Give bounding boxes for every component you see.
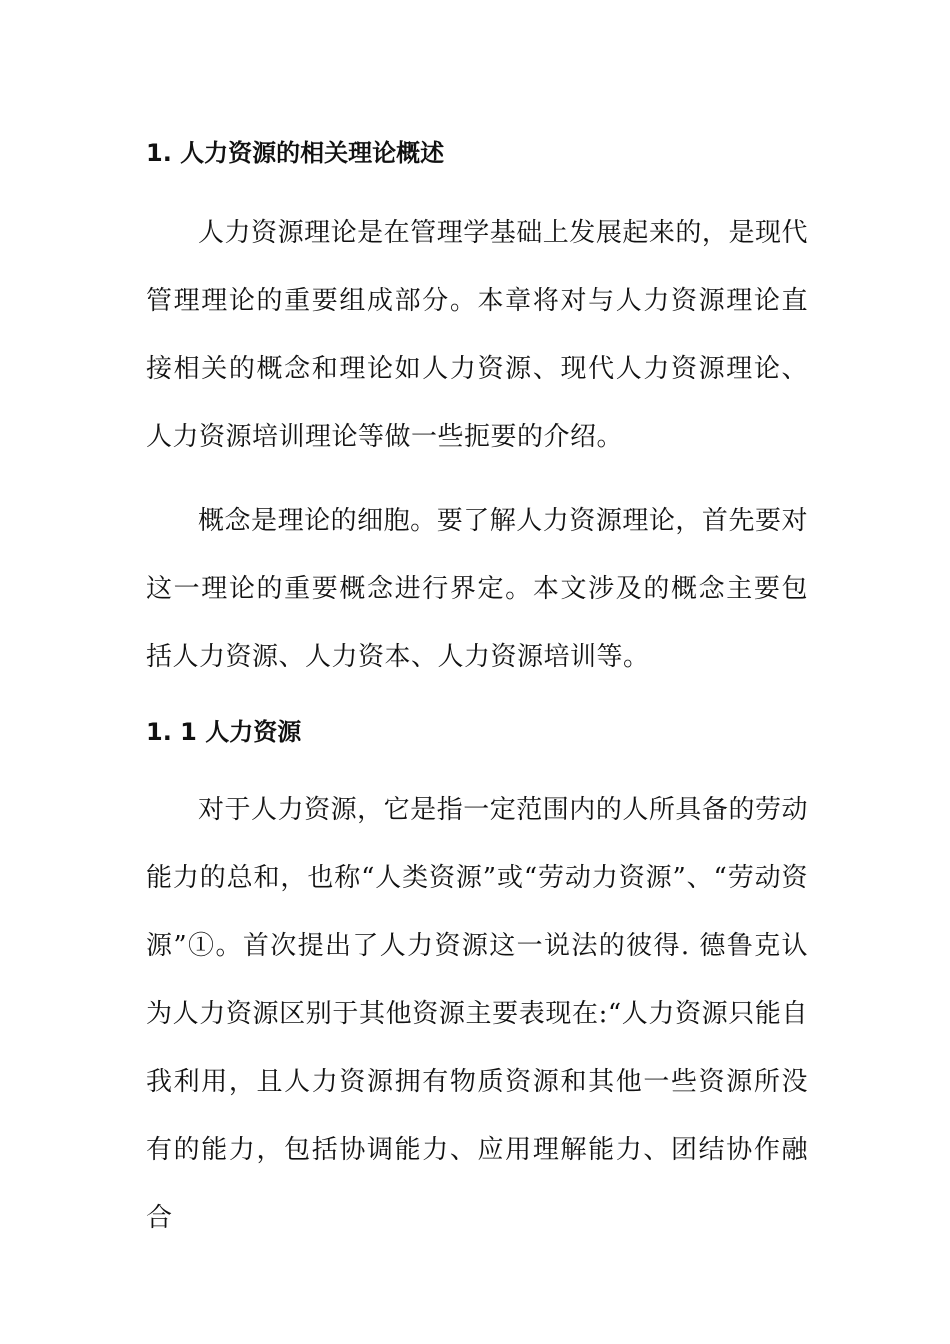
section-heading-1: 1. 人力资源的相关理论概述 xyxy=(146,139,445,167)
paragraph-human-resources: 对于人力资源，它是指一定范围内的人所具备的劳动能力的总和，也称“人类资源”或“劳动力资源”、“劳动资源”①。首次提出了人力资源这一说法的彼得. 德鲁克认为人力资源区别于其他资源主要表现在:“人力资源只能自我利用，且人力资源拥有物质资源和其他一些资源所没有的能力，包括协调能力、应用理解能力、团结协作融合 xyxy=(146,795,808,1233)
paragraph-concepts: 概念是理论的细胞。要了解人力资源理论，首先要对这一理论的重要概念进行界定。本文涉及的概念主要包括人力资源、人力资本、人力资源培训等。 xyxy=(146,506,808,672)
section-heading-1-1: 1. 1 人力资源 xyxy=(146,718,302,746)
paragraph-intro: 人力资源理论是在管理学基础上发展起来的，是现代管理理论的重要组成部分。本章将对与人力资源理论直接相关的概念和理论如人力资源、现代人力资源理论、人力资源培训理论等做一些扼要的介绍。 xyxy=(146,218,808,452)
